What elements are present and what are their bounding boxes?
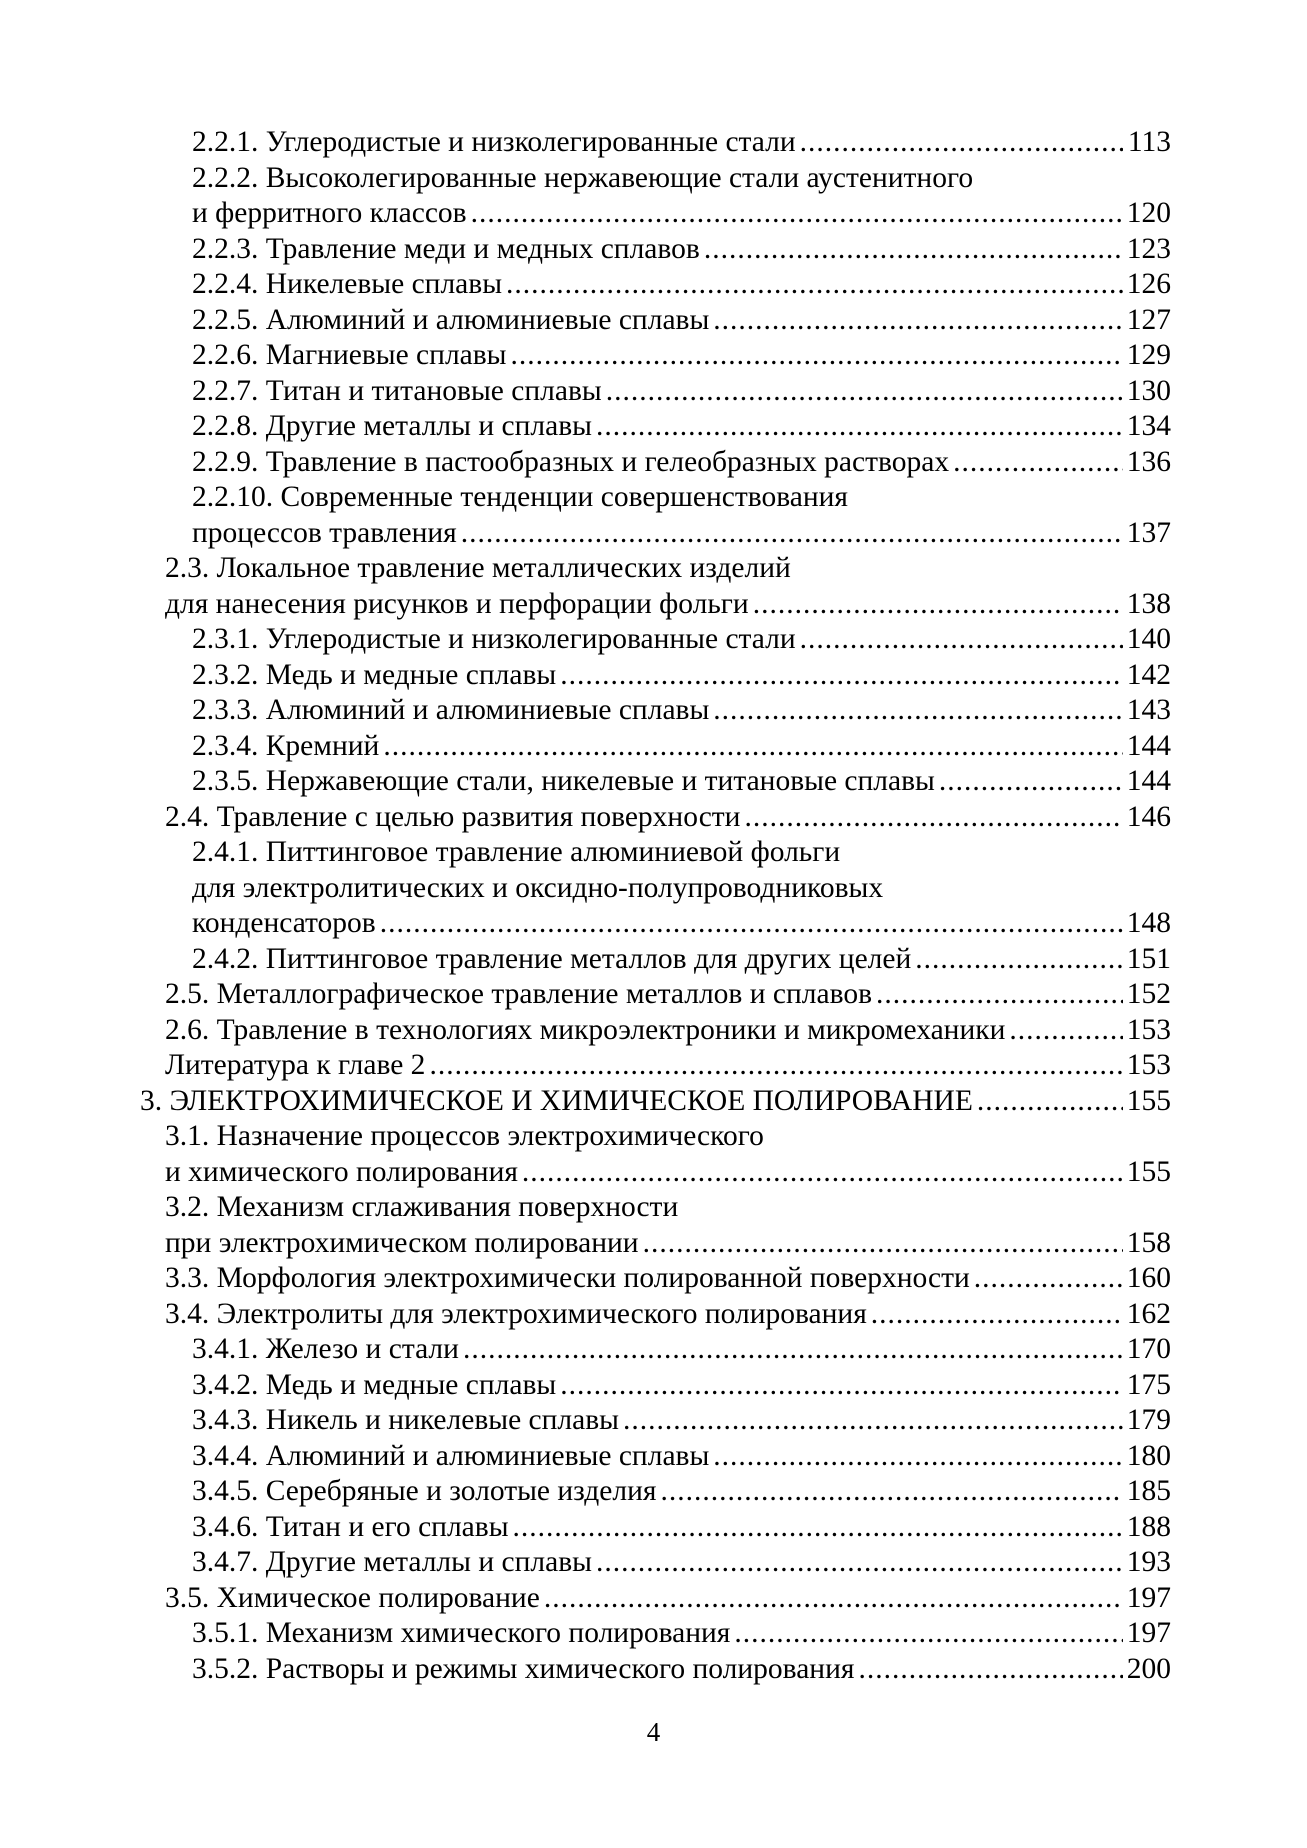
toc-entry-last-line bbox=[192, 1474, 1171, 1510]
dot-leader bbox=[744, 800, 1122, 836]
toc-entry-title: 3.4.7. Другие металлы и сплавы bbox=[192, 1546, 592, 1578]
toc-entry bbox=[192, 1403, 1307, 1439]
toc-page-number: 136 bbox=[1126, 445, 1171, 478]
toc-page-number: 130 bbox=[1126, 374, 1171, 407]
toc-entry-title: конденсаторов bbox=[192, 907, 376, 939]
dot-leader bbox=[471, 196, 1123, 232]
toc-page-number: 158 bbox=[1126, 1226, 1171, 1259]
toc-entry bbox=[192, 729, 1307, 765]
toc-page-number: 127 bbox=[1126, 303, 1171, 336]
toc-entry-last-line bbox=[192, 942, 1171, 978]
toc-entry bbox=[165, 1048, 1307, 1084]
dot-leader bbox=[560, 1368, 1123, 1404]
toc-entry bbox=[165, 551, 1307, 622]
toc-entry-last-line bbox=[192, 409, 1171, 445]
toc-entry-title-line: 3.2. Механизм сглаживания поверхности bbox=[165, 1191, 679, 1223]
toc-page-number: 151 bbox=[1126, 942, 1171, 975]
dot-leader bbox=[871, 1297, 1123, 1333]
toc-entry-last-line bbox=[192, 1510, 1171, 1546]
dot-leader bbox=[643, 1226, 1123, 1262]
toc-page-number: 197 bbox=[1126, 1581, 1171, 1614]
toc-entry-title: и ферритного классов bbox=[192, 197, 467, 229]
toc-entry-last-line bbox=[192, 693, 1171, 729]
dot-leader bbox=[461, 516, 1123, 552]
toc-entry-title: 3.5. Химическое полирование bbox=[165, 1581, 540, 1614]
toc-entry-last-line bbox=[192, 729, 1171, 765]
toc-entry-last-line bbox=[192, 125, 1171, 161]
toc-entry-title: при электрохимическом полировании bbox=[165, 1226, 639, 1259]
toc-entry bbox=[192, 693, 1307, 729]
toc-entry-title: 2.3.4. Кремний bbox=[192, 729, 380, 762]
toc-entry-last-line bbox=[192, 374, 1171, 410]
dot-leader bbox=[544, 1581, 1123, 1617]
toc-page-number: 144 bbox=[1126, 765, 1171, 797]
toc-entry-title: 3.5.1. Механизм химического полирования bbox=[192, 1617, 731, 1649]
toc-entry bbox=[192, 764, 1307, 800]
toc-entry-title: 2.2.7. Титан и титановые сплавы bbox=[192, 374, 602, 407]
toc-entry-last-line bbox=[192, 906, 1171, 942]
toc-entry bbox=[165, 1013, 1307, 1049]
toc-entry bbox=[165, 1119, 1307, 1190]
toc-entry bbox=[192, 1439, 1307, 1475]
dot-leader bbox=[606, 374, 1123, 410]
toc-page-number: 155 bbox=[1126, 1084, 1171, 1117]
toc-entry bbox=[192, 835, 1307, 942]
dot-leader bbox=[522, 1155, 1123, 1191]
toc-entry-title: 2.2.3. Травление меди и медных сплавов bbox=[192, 232, 700, 265]
toc-entry-title: 3.4.6. Титан и его сплавы bbox=[192, 1510, 509, 1543]
toc-entry-title: и химического полирования bbox=[165, 1155, 518, 1188]
toc-page-number: 140 bbox=[1126, 623, 1171, 655]
toc-entry bbox=[192, 409, 1307, 445]
toc-page-number: 134 bbox=[1126, 410, 1171, 442]
dot-leader bbox=[753, 587, 1123, 623]
toc-page-number: 137 bbox=[1126, 516, 1171, 549]
toc-entry-title: 3. ЭЛЕКТРОХИМИЧЕСКОЕ И ХИМИЧЕСКОЕ ПОЛИРОВАНИЕ bbox=[140, 1084, 973, 1117]
toc-entry bbox=[165, 800, 1307, 836]
toc-entry-last-line bbox=[192, 1545, 1171, 1581]
toc-entry-title: 2.2.1. Углеродистые и низколегированные стали bbox=[192, 126, 796, 158]
toc-page-number: 185 bbox=[1126, 1475, 1171, 1507]
toc-entry bbox=[165, 1297, 1307, 1333]
toc-entry bbox=[165, 1581, 1307, 1617]
toc-entry-title: 2.3.1. Углеродистые и низколегированные стали bbox=[192, 623, 796, 655]
toc-entry bbox=[192, 267, 1307, 303]
dot-leader bbox=[463, 1332, 1123, 1368]
toc-entry-title-line: 2.4.1. Питтинговое травление алюминиевой фольги bbox=[192, 836, 841, 868]
toc-entry bbox=[192, 374, 1307, 410]
toc-entry bbox=[192, 1510, 1307, 1546]
toc-entry-last-line bbox=[192, 338, 1171, 374]
toc-page-number: 123 bbox=[1126, 232, 1171, 265]
toc-entry-last-line bbox=[165, 1013, 1171, 1049]
toc-page-number: 155 bbox=[1126, 1155, 1171, 1188]
toc-entry-title: 2.2.9. Травление в пастообразных и гелеобразных растворах bbox=[192, 445, 950, 478]
dot-leader bbox=[974, 1261, 1123, 1297]
toc-entry-title-line: 2.2.2. Высоколегированные нержавеющие стали аустенитного bbox=[192, 161, 974, 194]
toc-page-number: 129 bbox=[1126, 339, 1171, 371]
dot-leader bbox=[383, 729, 1122, 765]
toc-entry bbox=[192, 1616, 1307, 1652]
dot-leader bbox=[660, 1474, 1122, 1510]
toc-page-number: 142 bbox=[1126, 658, 1171, 691]
page-number: 4 bbox=[646, 1717, 661, 1747]
toc-page-number: 113 bbox=[1127, 126, 1171, 158]
dot-leader bbox=[977, 1084, 1123, 1120]
toc-entry-title: 2.4.2. Питтинговое травление металлов для других целей bbox=[192, 942, 912, 975]
toc-entry-title: 2.4. Травление с целью развития поверхности bbox=[165, 800, 741, 833]
toc-entry-last-line bbox=[192, 1368, 1171, 1404]
toc-entry-last-line bbox=[165, 977, 1171, 1013]
toc-entry-title: 3.5.2. Растворы и режимы химического полирования bbox=[192, 1652, 855, 1685]
dot-leader bbox=[858, 1652, 1122, 1688]
dot-leader bbox=[734, 1616, 1122, 1652]
toc-page-number: 148 bbox=[1126, 907, 1171, 939]
toc-page-number: 160 bbox=[1126, 1262, 1171, 1294]
toc-entry-last-line bbox=[192, 445, 1171, 481]
toc-entry-last-line bbox=[192, 232, 1171, 268]
toc-page-number: 175 bbox=[1126, 1368, 1171, 1401]
toc-entry-last-line bbox=[165, 1048, 1171, 1084]
toc-entry-title: Литература к главе 2 bbox=[165, 1049, 426, 1081]
toc-entry-last-line bbox=[192, 1439, 1171, 1475]
toc-page-number: 170 bbox=[1126, 1333, 1171, 1365]
toc-entry bbox=[192, 1368, 1307, 1404]
toc-entry-last-line bbox=[192, 1403, 1171, 1439]
dot-leader bbox=[953, 445, 1123, 481]
toc-entry-title: 3.4.4. Алюминий и алюминиевые сплавы bbox=[192, 1439, 710, 1472]
toc-entry-title: 2.2.8. Другие металлы и сплавы bbox=[192, 410, 592, 442]
toc-entry-title: 2.2.5. Алюминий и алюминиевые сплавы bbox=[192, 303, 710, 336]
toc-page-number: 193 bbox=[1126, 1546, 1171, 1578]
toc-entry-title: 2.3.3. Алюминий и алюминиевые сплавы bbox=[192, 694, 710, 726]
dot-leader bbox=[704, 232, 1123, 268]
toc-entry-title: 3.4.3. Никель и никелевые сплавы bbox=[192, 1404, 619, 1436]
toc-entry bbox=[192, 658, 1307, 694]
toc-page-number: 144 bbox=[1126, 729, 1171, 762]
toc-entry-last-line bbox=[165, 1297, 1171, 1333]
toc-entry-title-line: для электролитических и оксидно-полупроводниковых bbox=[192, 871, 884, 904]
toc-page-number: 143 bbox=[1126, 694, 1171, 726]
dot-leader bbox=[1009, 1013, 1122, 1049]
toc-entry bbox=[192, 303, 1307, 339]
toc-entry-title: 2.5. Металлографическое травление металлов и сплавов bbox=[165, 978, 872, 1010]
toc-entry-title: для нанесения рисунков и перфорации фольги bbox=[165, 587, 749, 620]
toc-entry-title: 2.3.2. Медь и медные сплавы bbox=[192, 658, 557, 691]
dot-leader bbox=[713, 693, 1122, 729]
toc-entry-last-line bbox=[192, 1332, 1171, 1368]
toc-entry-last-line bbox=[165, 587, 1171, 623]
toc-entry bbox=[192, 232, 1307, 268]
toc-entry-title: 3.4. Электролиты для электрохимического полирования bbox=[165, 1297, 867, 1330]
toc-entry-title-line: 2.2.10. Современные тенденции совершенствования bbox=[192, 481, 849, 513]
toc-entry-title: 2.2.6. Магниевые сплавы bbox=[192, 339, 507, 371]
dot-leader bbox=[713, 303, 1122, 339]
toc-entry bbox=[165, 977, 1307, 1013]
toc-entry-title: 2.3.5. Нержавеющие стали, никелевые и титановые сплавы bbox=[192, 765, 935, 797]
toc-entry bbox=[192, 622, 1307, 658]
dot-leader bbox=[800, 622, 1123, 658]
toc-entry bbox=[192, 1545, 1307, 1581]
dot-leader bbox=[800, 125, 1123, 161]
toc-entry bbox=[165, 1261, 1307, 1297]
dot-leader bbox=[513, 1510, 1123, 1546]
toc-entry-last-line bbox=[165, 1581, 1171, 1617]
table-of-contents bbox=[0, 125, 1307, 1687]
toc-entry-last-line bbox=[192, 516, 1171, 552]
toc-entry-last-line bbox=[192, 267, 1171, 303]
toc-entry bbox=[192, 1474, 1307, 1510]
dot-leader bbox=[876, 977, 1123, 1013]
toc-entry-last-line bbox=[192, 1652, 1171, 1688]
toc-entry-last-line bbox=[165, 1155, 1171, 1191]
dot-leader bbox=[380, 906, 1123, 942]
toc-entry-last-line bbox=[140, 1084, 1171, 1120]
toc-entry bbox=[192, 125, 1307, 161]
toc-page-number: 153 bbox=[1126, 1049, 1171, 1081]
toc-entry bbox=[192, 338, 1307, 374]
toc-entry bbox=[192, 1332, 1307, 1368]
toc-page-number: 138 bbox=[1126, 587, 1171, 620]
toc-page-number: 188 bbox=[1126, 1510, 1171, 1543]
dot-leader bbox=[623, 1403, 1123, 1439]
toc-entry-title: 2.2.4. Никелевые сплавы bbox=[192, 268, 503, 300]
toc-page-number: 179 bbox=[1126, 1404, 1171, 1436]
toc-entry-title: 3.4.2. Медь и медные сплавы bbox=[192, 1368, 557, 1401]
toc-page-number: 180 bbox=[1126, 1439, 1171, 1472]
toc-entry-last-line bbox=[165, 800, 1171, 836]
dot-leader bbox=[939, 764, 1123, 800]
dot-leader bbox=[506, 267, 1123, 303]
dot-leader bbox=[713, 1439, 1122, 1475]
toc-entry-last-line bbox=[192, 196, 1171, 232]
toc-entry-last-line bbox=[165, 1261, 1171, 1297]
toc-page-number: 153 bbox=[1126, 1013, 1171, 1046]
dot-leader bbox=[596, 1545, 1123, 1581]
toc-entry-title-line: 2.3. Локальное травление металлических изделий bbox=[165, 552, 791, 584]
toc-entry-last-line bbox=[192, 658, 1171, 694]
toc-entry-last-line bbox=[165, 1226, 1171, 1262]
toc-entry bbox=[165, 1190, 1307, 1261]
toc-entry-title: 2.6. Травление в технологиях микроэлектроники и микромеханики bbox=[165, 1013, 1006, 1046]
toc-page-number: 126 bbox=[1126, 268, 1171, 300]
toc-entry-title: 3.3. Морфология электрохимически полированной поверхности bbox=[165, 1262, 970, 1294]
toc-page-number: 146 bbox=[1126, 800, 1171, 833]
toc-entry bbox=[192, 480, 1307, 551]
dot-leader bbox=[596, 409, 1123, 445]
toc-entry-last-line bbox=[192, 622, 1171, 658]
dot-leader bbox=[511, 338, 1123, 374]
toc-entry-title: процессов травления bbox=[192, 516, 457, 549]
toc-entry-title-line: 3.1. Назначение процессов электрохимического bbox=[165, 1120, 764, 1152]
toc-entry-last-line bbox=[192, 1616, 1171, 1652]
toc-entry bbox=[192, 161, 1307, 232]
toc-page-number: 152 bbox=[1126, 978, 1171, 1010]
toc-entry-title: 3.4.1. Железо и стали bbox=[192, 1333, 459, 1365]
dot-leader bbox=[915, 942, 1122, 978]
toc-entry bbox=[140, 1084, 1307, 1120]
toc-entry-title: 3.4.5. Серебряные и золотые изделия bbox=[192, 1475, 657, 1507]
toc-entry-last-line bbox=[192, 764, 1171, 800]
toc-page-number: 120 bbox=[1126, 197, 1171, 229]
dot-leader bbox=[560, 658, 1123, 694]
toc-entry bbox=[192, 1652, 1307, 1688]
dot-leader bbox=[429, 1048, 1122, 1084]
toc-page-number: 162 bbox=[1126, 1297, 1171, 1330]
toc-entry bbox=[192, 445, 1307, 481]
toc-page-number: 197 bbox=[1126, 1617, 1171, 1649]
toc-page-number: 200 bbox=[1126, 1652, 1171, 1685]
toc-entry bbox=[192, 942, 1307, 978]
toc-entry-last-line bbox=[192, 303, 1171, 339]
